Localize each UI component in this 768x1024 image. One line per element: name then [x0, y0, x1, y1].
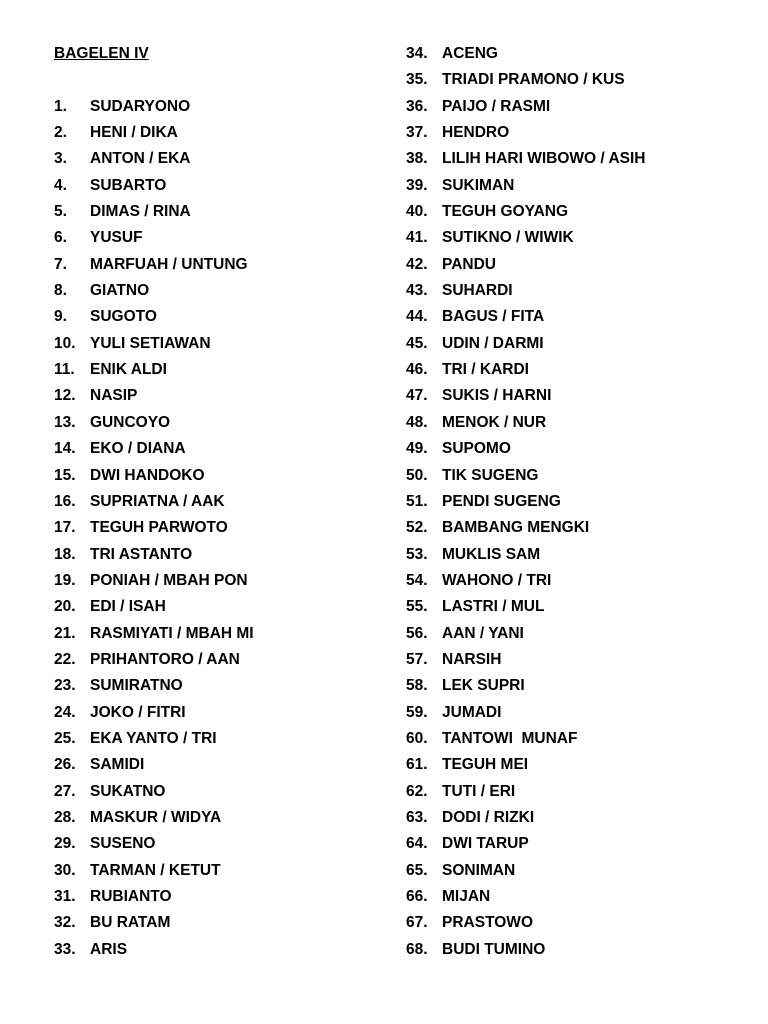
- list-item: [54, 673, 254, 699]
- list-item: [406, 410, 646, 436]
- list-item-name: SONIMAN: [442, 861, 516, 879]
- right-column: [406, 41, 646, 963]
- list-item: [406, 252, 646, 278]
- list-item: [406, 515, 646, 541]
- list-item-number: 11.: [54, 361, 75, 379]
- list-item-number: 64.: [406, 835, 428, 853]
- list-item-number: 59.: [406, 703, 428, 721]
- list-item-number: 29.: [54, 835, 76, 853]
- list-item-name: GIATNO: [90, 282, 150, 300]
- list-item-name: BUDI TUMINO: [442, 940, 546, 958]
- list-item-name: DWI TARUP: [442, 835, 529, 853]
- list-item-number: 34.: [406, 45, 428, 62]
- list-item: [54, 858, 254, 884]
- list-item-name: ENIK ALDI: [90, 361, 167, 379]
- list-item: [406, 673, 646, 699]
- list-item: [54, 752, 254, 778]
- list-item-number: 44.: [406, 308, 428, 326]
- list-item: [54, 252, 254, 278]
- list-item-name: SUPOMO: [442, 440, 511, 458]
- list-item-number: 56.: [406, 624, 428, 642]
- list-item: [54, 594, 254, 620]
- list-item-number: 58.: [406, 677, 428, 695]
- list-item-name: SAMIDI: [90, 756, 145, 774]
- left-name-list: [54, 94, 254, 963]
- list-item-number: 37.: [406, 124, 428, 142]
- list-item: [406, 779, 646, 805]
- list-item: [54, 542, 254, 568]
- list-item: [406, 858, 646, 884]
- list-item: [406, 67, 646, 93]
- list-item: [54, 357, 254, 383]
- list-item: [406, 331, 646, 357]
- list-item: [406, 489, 646, 515]
- list-item-name: WAHONO / TRI: [442, 571, 552, 589]
- list-item-number: 50.: [406, 466, 428, 484]
- list-item: [406, 752, 646, 778]
- list-item-number: 14.: [54, 440, 76, 458]
- list-item-number: 31.: [54, 888, 76, 905]
- list-item-number: 35.: [406, 71, 428, 89]
- list-item: [406, 173, 646, 199]
- list-item-number: 46.: [406, 361, 428, 379]
- list-item-name: DODI / RIZKI: [442, 808, 535, 826]
- list-item-number: 6.: [54, 229, 67, 247]
- list-item-name: EKA YANTO / TRI: [90, 729, 217, 747]
- list-item: [54, 278, 254, 304]
- list-item-name: SUKIMAN: [442, 176, 515, 194]
- list-item-number: 40.: [406, 203, 428, 221]
- list-item-number: 23.: [54, 677, 76, 695]
- list-item: [406, 805, 646, 831]
- list-item-number: 17.: [54, 519, 76, 537]
- list-item-name: HENDRO: [442, 124, 510, 142]
- list-item-name: LILIH HARI WIBOWO / ASIH: [442, 150, 646, 168]
- list-item-name: SUKIS / HARNI: [442, 387, 552, 405]
- list-item-number: 5.: [54, 203, 67, 221]
- list-item-number: 22.: [54, 650, 76, 668]
- list-item: [54, 173, 254, 199]
- list-item: [54, 383, 254, 409]
- list-item-name: LASTRI / MUL: [442, 598, 545, 616]
- list-item-number: 67.: [406, 914, 428, 932]
- list-item-name: UDIN / DARMI: [442, 334, 544, 352]
- list-item-name: JOKO / FITRI: [90, 703, 186, 721]
- list-item: [54, 463, 254, 489]
- list-item-name: PAIJO / RASMI: [442, 97, 551, 115]
- list-item: [54, 94, 254, 120]
- list-item-name: PONIAH / MBAH PON: [90, 571, 248, 589]
- list-item-number: 36.: [406, 97, 428, 115]
- list-item: [54, 410, 254, 436]
- list-item-number: 2.: [54, 124, 67, 142]
- list-item-number: 3.: [54, 150, 67, 168]
- list-item: [406, 831, 646, 857]
- list-item-number: 24.: [54, 703, 76, 721]
- list-item-name: LEK SUPRI: [442, 677, 525, 695]
- list-item-name: SUPRIATNA / AAK: [90, 492, 225, 510]
- list-item-number: 62.: [406, 782, 428, 800]
- list-item-number: 28.: [54, 808, 76, 826]
- list-item: [54, 489, 254, 515]
- list-item: [406, 568, 646, 594]
- list-item-name: PRIHANTORO / AAN: [90, 650, 240, 668]
- list-item-number: 65.: [406, 861, 428, 879]
- list-item-name: GUNCOYO: [90, 413, 171, 431]
- list-item-number: 52.: [406, 519, 428, 537]
- list-item-number: 1.: [54, 97, 67, 115]
- list-item: [54, 515, 254, 541]
- list-item-number: 12.: [54, 387, 76, 405]
- list-item-number: 27.: [54, 782, 76, 800]
- list-item: [406, 884, 646, 910]
- list-item: [54, 700, 254, 726]
- list-item-name: TEGUH PARWOTO: [90, 519, 228, 537]
- list-item-number: 41.: [406, 229, 428, 247]
- list-item-name: AAN / YANI: [442, 624, 524, 642]
- list-item-name: SUMIRATNO: [90, 677, 183, 695]
- list-item-number: 15.: [54, 466, 76, 484]
- list-item: [406, 436, 646, 462]
- list-item-number: 30.: [54, 861, 76, 879]
- list-item-name: TRIADI PRAMONO / KUS: [442, 71, 625, 89]
- list-item-name: TRI ASTANTO: [90, 545, 193, 563]
- list-item-name: MIJAN: [442, 888, 491, 905]
- list-item-number: 7.: [54, 255, 67, 273]
- list-item-number: 32.: [54, 914, 76, 932]
- list-item-name: SUHARDI: [442, 282, 513, 300]
- list-item: [406, 357, 646, 383]
- list-item-number: 39.: [406, 176, 428, 194]
- list-item-name: TEGUH GOYANG: [442, 203, 569, 221]
- right-name-list: [406, 41, 646, 963]
- list-item-number: 42.: [406, 255, 428, 273]
- list-item-number: 61.: [406, 756, 428, 774]
- list-item: [54, 831, 254, 857]
- list-item: [406, 383, 646, 409]
- list-item: [406, 304, 646, 330]
- list-item-name: YUSUF: [90, 229, 143, 247]
- list-item: [54, 304, 254, 330]
- list-item-name: ARIS: [90, 940, 128, 958]
- list-item-name: NARSIH: [442, 650, 502, 668]
- list-item: [54, 910, 254, 936]
- list-item-name: RUBIANTO: [90, 888, 172, 905]
- list-item: [54, 120, 254, 146]
- list-item: [54, 331, 254, 357]
- list-item-number: 48.: [406, 413, 428, 431]
- list-item-number: 25.: [54, 729, 76, 747]
- list-item-number: 16.: [54, 492, 76, 510]
- list-item-name: SUKATNO: [90, 782, 166, 800]
- list-item-number: 19.: [54, 571, 76, 589]
- list-item: [54, 647, 254, 673]
- list-item-number: 51.: [406, 492, 428, 510]
- list-item-name: EDI / ISAH: [90, 598, 166, 616]
- list-item: [54, 726, 254, 752]
- list-item: [54, 568, 254, 594]
- list-item: [406, 937, 646, 963]
- list-item-name: TEGUH MEI: [442, 756, 529, 774]
- list-item-name: ACENG: [442, 45, 498, 62]
- list-item-number: 55.: [406, 598, 428, 616]
- list-item-name: PRASTOWO: [442, 914, 533, 932]
- list-item: [54, 621, 254, 647]
- list-item-number: 60.: [406, 729, 428, 747]
- list-item: [406, 463, 646, 489]
- list-item-name: DWI HANDOKO: [90, 466, 205, 484]
- list-item-name: ANTON / EKA: [90, 150, 191, 168]
- list-item-number: 20.: [54, 598, 76, 616]
- list-item: [54, 436, 254, 462]
- list-item-name: HENI / DIKA: [90, 124, 178, 142]
- list-item-name: SUGOTO: [90, 308, 157, 326]
- list-item: [54, 146, 254, 172]
- list-item-name: BAGUS / FITA: [442, 308, 545, 326]
- list-item-name: SUTIKNO / WIWIK: [442, 229, 574, 247]
- list-item-number: 18.: [54, 545, 76, 563]
- list-item-number: 54.: [406, 571, 428, 589]
- list-item-name: MUKLIS SAM: [442, 545, 541, 563]
- list-item-name: YULI SETIAWAN: [90, 334, 211, 352]
- list-item-number: 45.: [406, 334, 428, 352]
- list-item-number: 57.: [406, 650, 428, 668]
- list-item: [406, 647, 646, 673]
- list-item-name: TRI / KARDI: [442, 361, 529, 379]
- heading-spacer: [54, 67, 254, 93]
- list-item-name: TIK SUGENG: [442, 466, 539, 484]
- list-item-number: 68.: [406, 940, 428, 958]
- list-item-number: 8.: [54, 282, 67, 300]
- list-item-number: 66.: [406, 888, 428, 905]
- list-item-number: 26.: [54, 756, 76, 774]
- list-item: [406, 700, 646, 726]
- list-item-name: JUMADI: [442, 703, 502, 721]
- list-item: [406, 910, 646, 936]
- list-item-number: 53.: [406, 545, 428, 563]
- list-item-name: BAMBANG MENGKI: [442, 519, 590, 537]
- list-item-name: SUBARTO: [90, 176, 167, 194]
- list-item-number: 13.: [54, 413, 76, 431]
- list-item: [54, 884, 254, 910]
- list-item-number: 4.: [54, 176, 67, 194]
- list-item: [54, 779, 254, 805]
- list-item: [406, 225, 646, 251]
- list-item: [406, 594, 646, 620]
- list-item-name: EKO / DIANA: [90, 440, 186, 458]
- list-item: [406, 278, 646, 304]
- list-item: [406, 41, 646, 67]
- list-item-number: 47.: [406, 387, 428, 405]
- list-item: [406, 94, 646, 120]
- list-item: [54, 199, 254, 225]
- list-item-number: 49.: [406, 440, 428, 458]
- list-item-name: SUDARYONO: [90, 97, 191, 115]
- list-item-name: RASMIYATI / MBAH MI: [90, 624, 254, 642]
- list-item: [406, 199, 646, 225]
- list-item-name: PENDI SUGENG: [442, 492, 561, 510]
- list-item-name: MASKUR / WIDYA: [90, 808, 222, 826]
- list-item: [406, 146, 646, 172]
- left-column: [54, 41, 254, 963]
- list-item-name: PANDU: [442, 255, 496, 273]
- list-item-number: 9.: [54, 308, 67, 326]
- list-item-number: 21.: [54, 624, 76, 642]
- list-item: [54, 805, 254, 831]
- list-item-name: MENOK / NUR: [442, 413, 547, 431]
- list-item-name: SUSENO: [90, 835, 156, 853]
- list-item: [406, 542, 646, 568]
- list-item-name: DIMAS / RINA: [90, 203, 191, 221]
- list-item-number: 43.: [406, 282, 428, 300]
- list-item-number: 33.: [54, 940, 76, 958]
- list-item: [406, 726, 646, 752]
- list-item: [406, 621, 646, 647]
- list-item-number: 10.: [54, 334, 76, 352]
- list-item-name: MARFUAH / UNTUNG: [90, 255, 248, 273]
- list-item-name: BU RATAM: [90, 914, 171, 932]
- list-item-name: TUTI / ERI: [442, 782, 516, 800]
- list-item-number: 38.: [406, 150, 428, 168]
- document-heading: BAGELEN IV: [54, 45, 149, 62]
- list-item: [54, 937, 254, 963]
- list-item: [406, 120, 646, 146]
- list-item-name: TANTOWI MUNAF: [442, 729, 578, 747]
- list-item: [54, 225, 254, 251]
- list-item-name: TARMAN / KETUT: [90, 861, 221, 879]
- list-item-number: 63.: [406, 808, 428, 826]
- list-item-name: NASIP: [90, 387, 138, 405]
